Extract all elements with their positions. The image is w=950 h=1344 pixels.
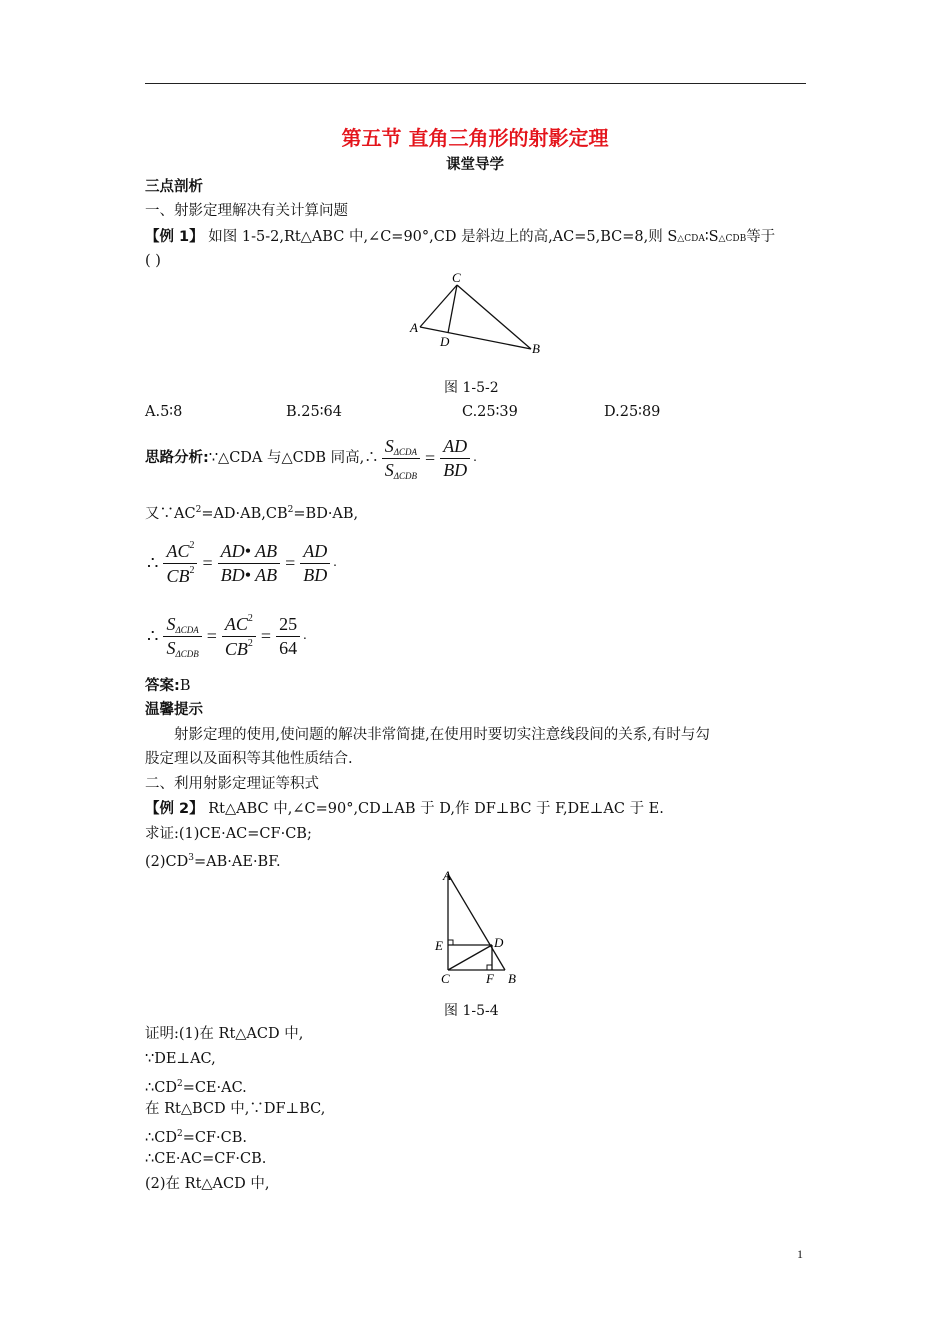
right-angle-f: [487, 965, 492, 970]
section-heading: 三点剖析: [145, 179, 203, 195]
example1-line: [145, 227, 775, 249]
fraction-adab-bdab: $\frac{AD• AB}{BD• AB}$: [218, 541, 280, 586]
right-angle-e: [448, 940, 453, 945]
analysis-label: 思路分析:: [145, 450, 209, 466]
option-c: C.25∶39: [462, 404, 518, 420]
example1-sub1: △CDA: [677, 234, 705, 244]
fig2-label-d: D: [494, 935, 504, 950]
fig2-label-a: A: [443, 868, 451, 883]
figure2-caption: 图 1-5-4: [444, 1003, 499, 1019]
example1-colon: ∶S: [704, 229, 719, 245]
answer-label: 答案:: [145, 678, 180, 694]
fraction-ac2-cb2: $\frac{AC^2}{CB^2}$: [163, 540, 197, 587]
example1-sub2: △CDB: [718, 234, 747, 244]
proof-line7: (2)在 Rt△ACD 中,: [145, 1176, 270, 1192]
fig2-label-e: E: [435, 938, 443, 953]
fig2-label-b: B: [508, 971, 516, 986]
segment-ab: [448, 874, 505, 970]
segment-cd: [448, 285, 457, 333]
analysis-text: ∵△CDA 与△CDB 同高,∴: [208, 450, 379, 466]
tip-line2: 股定理以及面积等其他性质结合.: [145, 751, 353, 767]
proof-line2: ∵DE⊥AC,: [145, 1051, 216, 1067]
answer-line: [145, 676, 190, 696]
example1-text: 如图 1-5-2,Rt△ABC 中,∠C=90°,CD 是斜边上的高,AC=5,BC=8,则 S: [208, 229, 678, 245]
option-d: D.25∶89: [604, 404, 661, 420]
page-number: 1: [797, 1247, 803, 1261]
tip-line1: 射影定理的使用,使问题的解决非常简捷,在使用时要切实注意线段间的关系,有时与勾: [174, 727, 710, 743]
example1-blank: ( ): [145, 253, 161, 269]
fraction-area-ratio: $\frac{S_{\Delta CDA}}{S_{\Delta CDB}}$: [382, 436, 420, 481]
example2-line: [145, 799, 664, 819]
example2-text: Rt△ABC 中,∠C=90°,CD⊥AB 于 D,作 DF⊥BC 于 F,DE⊥AC 于 E.: [208, 801, 664, 817]
proof-line4: 在 Rt△BCD 中,∵DF⊥BC,: [145, 1101, 326, 1117]
part2-heading: 二、利用射影定理证等积式: [145, 776, 319, 792]
example2-prove1: 求证:(1)CE·AC=CF·CB;: [145, 826, 312, 842]
tip-heading: 温馨提示: [145, 702, 203, 718]
example1-text-b: 等于: [746, 229, 776, 245]
fig1-label-d: D: [440, 334, 450, 349]
option-b: B.25∶64: [286, 404, 342, 420]
analysis-line: 思路分析: ∵△CDA 与△CDB 同高,∴ $\frac{S_{\Delta CDA}}{S_{\Delta CDB}}$ = $\frac{AD}{BD}$ .: [145, 435, 477, 481]
answer-value: B: [179, 678, 191, 694]
option-a: A.5∶8: [145, 404, 183, 420]
proof-line6: ∴CE·AC=CF·CB.: [145, 1151, 267, 1167]
proof-line3: $\therefore CD^2=CE\cdot AC$.: [145, 1079, 247, 1096]
figure1-caption: 图 1-5-2: [444, 380, 499, 396]
equation-2: ∴ $\frac{S_{\Delta CDA}}{S_{\Delta CDB}}$ = $\frac{AC^2}{CB^2}$ = $\frac{25}{64}$ .: [147, 612, 307, 659]
fig1-label-a: A: [410, 320, 418, 335]
header-rule: [145, 83, 806, 84]
proof-line5: $\therefore CD^2=CF\cdot CB$.: [145, 1129, 247, 1146]
fraction-ac2-cb2-2: $\frac{AC^2}{CB^2}$: [222, 613, 256, 660]
fraction-ad-bd-2: $\frac{AD}{BD}$: [300, 541, 330, 586]
proof-line1: 证明:(1)在 Rt△ACD 中,: [145, 1026, 304, 1042]
segment-cd: [448, 945, 492, 970]
segment-ac: [420, 285, 457, 327]
page-title: 第五节 直角三角形的射影定理: [341, 126, 609, 150]
equation-1: ∴ $\frac{AC^2}{CB^2}$ = $\frac{AD• AB}{BD• AB}$ = $\frac{AD}{BD}$ .: [147, 539, 337, 586]
analysis-line2: 又$\because AC^2=AD\cdot AB,CB^2=BD\cdot AB$,: [145, 505, 359, 522]
fig1-label-c: C: [452, 270, 461, 285]
figure-1-5-4: [430, 866, 530, 990]
fraction-area-ratio-2: $\frac{S_{\Delta CDA}}{S_{\Delta CDB}}$: [163, 614, 201, 659]
segment-ab: [420, 327, 531, 349]
fraction-25-64: $\frac{25}{64}$: [276, 614, 300, 659]
example1-label: 【例 1】: [145, 229, 204, 245]
fig2-label-f: F: [486, 971, 494, 986]
fraction-ad-bd: $\frac{AD}{BD}$: [440, 436, 470, 481]
figure-1-5-2: [400, 268, 560, 364]
page-subtitle: 课堂导学: [446, 157, 504, 173]
fig1-label-b: B: [532, 341, 540, 356]
example2-label: 【例 2】: [145, 801, 204, 817]
segment-cb: [457, 285, 531, 349]
part1-heading: 一、射影定理解决有关计算问题: [145, 203, 348, 219]
fig2-label-c: C: [441, 971, 450, 986]
example2-prove2: $(2)CD^3=AB\cdot AE\cdot BF$.: [145, 853, 281, 870]
